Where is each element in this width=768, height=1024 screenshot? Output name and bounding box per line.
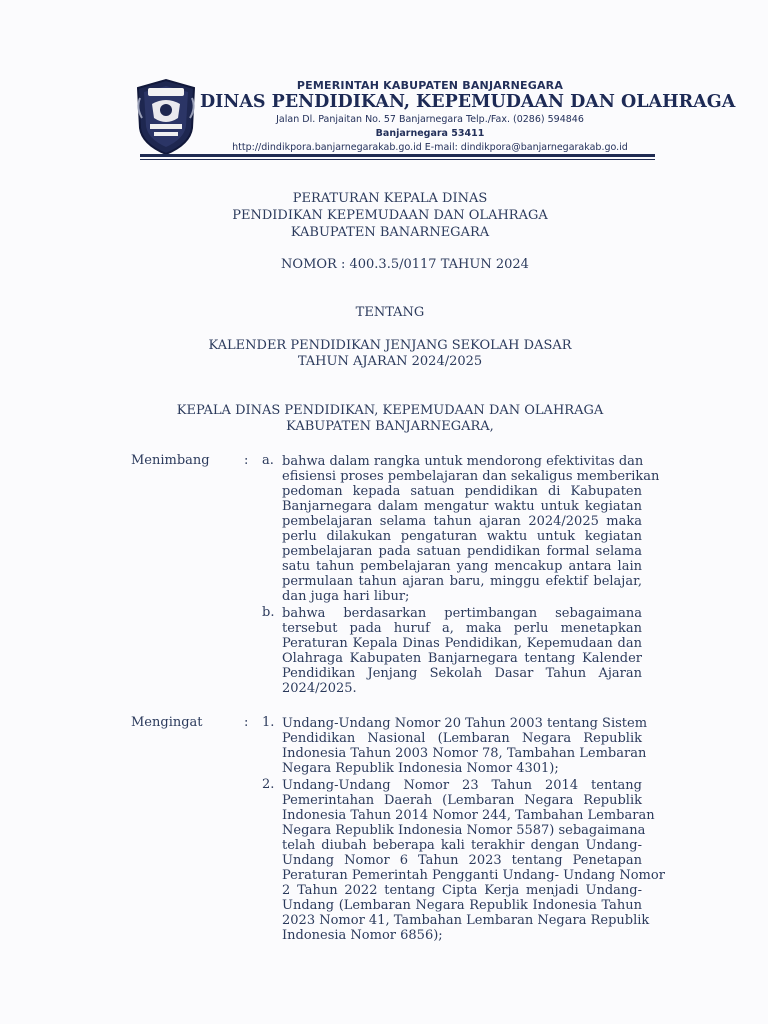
subject-line-1: KALENDER PENDIDIKAN JENJANG SEKOLAH DASAR bbox=[208, 338, 572, 353]
menimbang-a-marker: a. bbox=[262, 453, 274, 468]
text-line: pembelajaran pada satuan pendidikan formal selama bbox=[282, 544, 642, 559]
mengingat-2-marker: 2. bbox=[262, 777, 275, 792]
letterhead-agency: DINAS PENDIDIKAN, KEPEMUDAAN DAN OLAHRAGA bbox=[200, 92, 736, 112]
subject-line-2: TAHUN AJARAN 2024/2025 bbox=[297, 354, 483, 369]
menimbang-label: Menimbang bbox=[131, 453, 210, 468]
about-heading: TENTANG bbox=[355, 305, 425, 320]
text-line: Negara Republik Indonesia Nomor 5587) sebagaimana bbox=[282, 823, 646, 838]
text-line: 2023 Nomor 41, Tambahan Lembaran Negara Republik bbox=[282, 913, 650, 928]
letterhead-government: PEMERINTAH KABUPATEN BANJARNEGARA bbox=[296, 79, 564, 92]
mengingat-2-text bbox=[282, 778, 665, 943]
text-line: Pendidikan Nasional (Lembaran Negara Republik bbox=[282, 731, 642, 746]
text-line: Indonesia Nomor 6856); bbox=[282, 928, 443, 943]
text-line: Pemerintahan Daerah (Lembaran Negara Republik bbox=[282, 793, 642, 808]
regulation-number: NOMOR : 400.3.5/0117 TAHUN 2024 bbox=[281, 257, 529, 272]
text-line: 2024/2025. bbox=[282, 681, 357, 696]
text-line: satu tahun pembelajaran yang mencakup antara lain bbox=[282, 559, 642, 574]
mengingat-1-text bbox=[282, 716, 648, 776]
letterhead-web: http://dindikpora.banjarnegarakab.go.id E-mail: dindikpora@banjarnegarakab.go.id bbox=[232, 142, 628, 153]
text-line: perlu dilakukan pengaturan waktu untuk kegiatan bbox=[282, 529, 642, 544]
text-line: Indonesia Tahun 2003 Nomor 78, Tambahan Lembaran bbox=[282, 746, 647, 761]
text-line: bahwa berdasarkan pertimbangan sebagaimana bbox=[282, 606, 642, 621]
title-line-3: KABUPATEN BANARNEGARA bbox=[290, 225, 490, 240]
text-line: Peraturan Pemerintah Pengganti Undang- Undang Nomor bbox=[282, 868, 665, 883]
text-line: efisiensi proses pembelajaran dan sekaligus memberikan bbox=[282, 469, 660, 484]
text-line: Undang-Undang Nomor 20 Tahun 2003 tentang Sistem bbox=[282, 716, 648, 731]
text-line: permulaan tahun ajaran baru, minggu efektif belajar, bbox=[282, 574, 642, 589]
official-line-1: KEPALA DINAS PENDIDIKAN, KEPEMUDAAN DAN OLAHRAGA bbox=[176, 403, 604, 418]
text-line: pedoman kepada satuan pendidikan di Kabupaten bbox=[282, 484, 642, 499]
official-line-2: KABUPATEN BANJARNEGARA, bbox=[286, 419, 494, 434]
text-line: Pendidikan Jenjang Sekolah Dasar Tahun Ajaran bbox=[282, 666, 642, 681]
menimbang-colon: : bbox=[244, 453, 249, 468]
text-line: Negara Republik Indonesia Nomor 4301); bbox=[282, 761, 559, 776]
letterhead-rule-thin bbox=[140, 159, 655, 160]
menimbang-b-marker: b. bbox=[262, 605, 275, 620]
text-line: 2 Tahun 2022 tentang Cipta Kerja menjadi Undang- bbox=[282, 883, 642, 898]
text-line: Peraturan Kepala Dinas Pendidikan, Kepemudaan dan bbox=[282, 636, 642, 651]
text-line: Undang Nomor 6 Tahun 2023 tentang Penetapan bbox=[282, 853, 642, 868]
text-line: dan juga hari libur; bbox=[282, 589, 410, 604]
text-line: Olahraga Kabupaten Banjarnegara tentang Kalender bbox=[282, 651, 642, 666]
text-line: Banjarnegara dalam mengatur waktu untuk kegiatan bbox=[282, 499, 642, 514]
text-line: pembelajaran selama tahun ajaran 2024/2025 maka bbox=[282, 514, 642, 529]
mengingat-label: Mengingat bbox=[131, 715, 203, 730]
text-line: Undang-Undang Nomor 23 Tahun 2014 tentang bbox=[282, 778, 642, 793]
regency-emblem-logo bbox=[134, 78, 198, 156]
letterhead-address: Jalan Dl. Panjaitan No. 57 Banjarnegara Telp./Fax. (0286) 594846 bbox=[276, 114, 584, 125]
mengingat-1-marker: 1. bbox=[262, 715, 275, 730]
mengingat-colon: : bbox=[244, 715, 249, 730]
menimbang-b-text bbox=[282, 606, 642, 696]
text-line: bahwa dalam rangka untuk mendorong efektivitas dan bbox=[282, 454, 644, 469]
text-line: tersebut pada huruf a, maka perlu menetapkan bbox=[282, 621, 642, 636]
menimbang-a-text bbox=[282, 454, 660, 604]
title-line-1: PERATURAN KEPALA DINAS bbox=[292, 191, 488, 206]
letterhead-city: Banjarnegara 53411 bbox=[375, 128, 485, 139]
letterhead-rule-thick bbox=[140, 154, 655, 157]
text-line: Indonesia Tahun 2014 Nomor 244, Tambahan Lembaran bbox=[282, 808, 655, 823]
title-line-2: PENDIDIKAN KEPEMUDAAN DAN OLAHRAGA bbox=[232, 208, 548, 223]
text-line: Undang (Lembaran Negara Republik Indonesia Tahun bbox=[282, 898, 642, 913]
text-line: telah diubah beberapa kali terakhir dengan Undang- bbox=[282, 838, 642, 853]
